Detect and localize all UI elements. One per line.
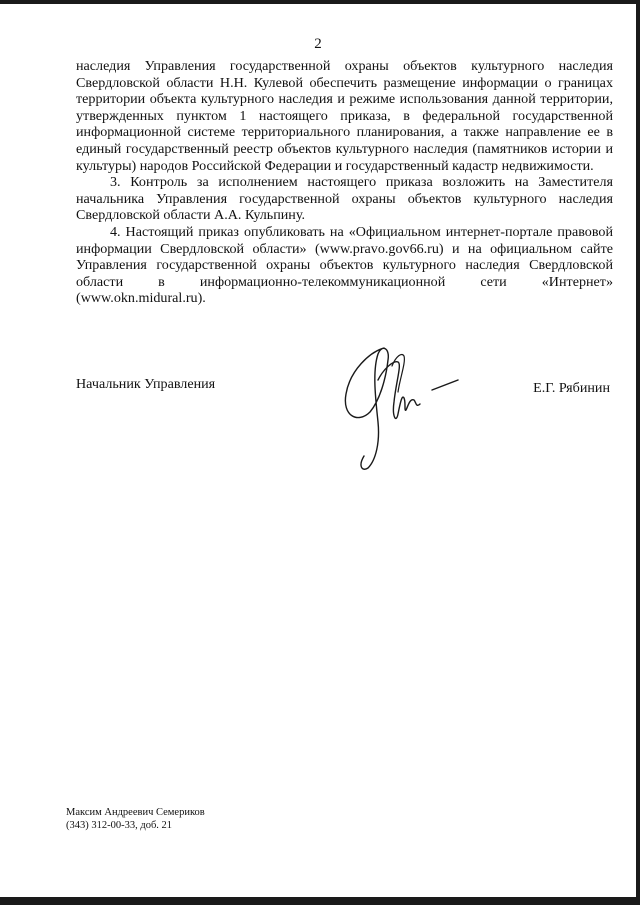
document-page (0, 4, 636, 897)
paragraph-continuation: наследия Управления государственной охраны объектов культурного наследия Свердловской области Н.Н. Кулевой обеспечить размещение информации о границах территории объекта культурного наследия и режиме использования данной территории, утвержденных пунктом 1 настоящего приказа, в федеральной государственной информационной системе территориального планирования, а также направление ее в единый государственный реестр объектов культурного наследия (памятников истории и культуры) народов Российской Федерации и государственный кадастр недвижимости. (76, 58, 613, 174)
executor-phone: (343) 312-00-33, доб. 21 (66, 819, 173, 831)
executor-info (66, 807, 205, 832)
paragraph-4-publication: 4. Настоящий приказ опубликовать на «Официальном интернет-портале правовой информации Свердловской области» (www.pravo.gov66.ru) и на официальном сайте Управления государственной охраны объектов культурного наследия Свердловской области в информационно-телекоммуникационной сети «Интернет» (www.okn.midural.ru). (76, 223, 613, 307)
paragraph-3-control: 3. Контроль за исполнением настоящего приказа возложить на Заместителя начальника Управления государственной охраны объектов культурного наследия Свердловской области А.А. Кульпину. (76, 174, 613, 224)
document-body (76, 58, 613, 307)
handwritten-signature (336, 342, 466, 474)
executor-name: Максим Андреевич Семериков (66, 807, 205, 818)
signatory-name: Е.Г. Рябинин (533, 380, 610, 396)
signatory-title: Начальник Управления (76, 376, 216, 392)
scan-edge-right (636, 0, 640, 905)
page-number: 2 (314, 36, 322, 52)
scan-edge-bottom (0, 897, 640, 905)
